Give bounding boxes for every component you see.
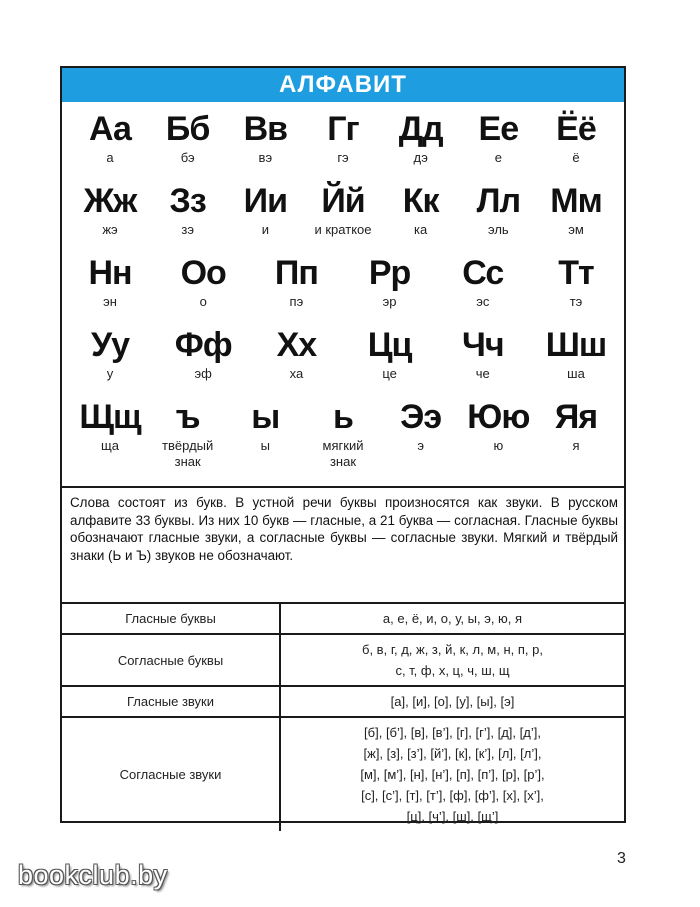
value-line: [а], [и], [о], [у], [ы], [э] [390, 694, 515, 709]
alphabet-grid [62, 102, 624, 557]
letter-cell [437, 326, 529, 382]
letter-name: а [106, 150, 114, 165]
value-line: а, е, ё, и, о, у, ы, э, ю, я [382, 611, 523, 626]
page-number: 3 [617, 850, 626, 867]
letter: Зз [169, 182, 206, 220]
value-line: б, в, г, д, ж, з, й, к, л, м, н, п, р, [362, 642, 543, 657]
letter: ь [333, 398, 353, 436]
letter: Чч [461, 326, 504, 364]
letter-name: вэ [258, 150, 273, 165]
letter-name: дэ [413, 150, 428, 165]
letters-sounds-table [62, 602, 624, 831]
letter: Тт [558, 254, 594, 292]
letter-name: зэ [181, 222, 194, 237]
letter: Аа [89, 110, 131, 148]
letter-cell [64, 326, 156, 382]
letter-name: эр [382, 294, 397, 309]
letter-cell [250, 254, 342, 310]
letter-name: э [417, 438, 424, 453]
table-row [62, 603, 624, 634]
value-line: [б], [б’], [в], [в’], [г], [г’], [д], [д’], [364, 725, 541, 740]
letter: Мм [550, 182, 602, 220]
letter-name: эн [103, 294, 117, 309]
letter-name: гэ [337, 150, 349, 165]
letter: ы [251, 398, 280, 436]
row-value [280, 717, 624, 831]
value-line: [ж], [з], [з’], [й’], [к], [к’], [л], [л’], [363, 746, 542, 761]
table-row [62, 634, 624, 686]
table-row [62, 717, 624, 831]
alphabet-card [60, 66, 626, 823]
letter: Бб [165, 110, 210, 148]
letter-cell [157, 254, 249, 310]
letter-cell [530, 254, 622, 310]
row-label: Согласные звуки [62, 717, 280, 831]
letter-name: жэ [102, 222, 118, 237]
letter-name: твёрдый знак [162, 438, 214, 469]
letter: Щщ [79, 398, 141, 436]
letter-name: мягкий знак [322, 438, 364, 469]
letter-name: ка [414, 222, 428, 237]
letter-name: це [382, 366, 397, 381]
letter: Гг [327, 110, 359, 148]
letter: Фф [174, 326, 232, 364]
letter: Оо [180, 254, 226, 292]
letter-cell [157, 326, 249, 382]
row-value [280, 634, 624, 686]
letter-name: и [261, 222, 269, 237]
letter-name: ха [289, 366, 304, 381]
letter: Яя [554, 398, 598, 436]
letter: Юю [467, 398, 530, 436]
letter-cell [250, 326, 342, 382]
description-paragraph: Слова состоят из букв. В устной речи буквы произносятся как звуки. В русском алфавите 33 буквы. Из них 10 букв — гласные, а 21 буква — согласная. Гласные буквы обозначают гласные звуки, а согласные буквы — согласные звуки. Мягкий и твёрдый знаки (Ь и Ъ) звуков не обозначают. [70, 495, 618, 563]
row-value [280, 603, 624, 634]
value-line: [м], [м’], [н], [н’], [п], [п’], [р], [р’], [360, 767, 545, 782]
letter-name: ша [567, 366, 585, 381]
letter: ъ [175, 398, 200, 436]
letter: Сс [462, 254, 504, 292]
letter-name: пэ [289, 294, 304, 309]
row-label: Согласные буквы [62, 634, 280, 686]
letter: Шш [545, 326, 607, 364]
letter-cell [530, 110, 622, 166]
letter: Вв [243, 110, 288, 148]
row-label: Гласные звуки [62, 686, 280, 717]
letter-cell [344, 254, 436, 310]
divider [62, 486, 624, 488]
letter: Йй [321, 182, 365, 220]
letter-cell [530, 182, 622, 238]
letter: Ёё [556, 110, 596, 148]
letter-name: ё [572, 150, 580, 165]
letter-name: тэ [569, 294, 583, 309]
letter: Уу [90, 326, 130, 364]
letter-cell [530, 398, 622, 454]
letter-name: эс [476, 294, 490, 309]
letter: Ии [243, 182, 287, 220]
letter-name: эм [568, 222, 584, 237]
letter-name: и краткое [314, 222, 372, 237]
letter: Цц [367, 326, 412, 364]
letter: Лл [476, 182, 521, 220]
row-value [280, 686, 624, 717]
letter-name: е [494, 150, 502, 165]
letter-cell [437, 254, 529, 310]
letter-name: у [106, 366, 114, 381]
page-title: АЛФАВИТ [62, 68, 624, 102]
letter-name: ю [493, 438, 504, 453]
value-line: [ц], [ч’], [ш], [щ’] [406, 809, 499, 824]
value-line: с, т, ф, х, ц, ч, ш, щ [395, 663, 510, 678]
letter: Дд [398, 110, 443, 148]
letter-name: эль [487, 222, 509, 237]
letter: Кк [402, 182, 439, 220]
letter-name: че [475, 366, 490, 381]
letter-name: ы [260, 438, 270, 453]
letter: Хх [276, 326, 317, 364]
letter: Жж [83, 182, 137, 220]
letter-name: о [199, 294, 207, 309]
letter-cell [530, 326, 622, 382]
letter-name: я [572, 438, 580, 453]
watermark-logo: bookclub.by [18, 860, 168, 890]
letter: Ее [478, 110, 519, 148]
letter-name: бэ [180, 150, 195, 165]
letter: Ээ [400, 398, 442, 436]
letter-cell [64, 254, 156, 310]
table-row [62, 686, 624, 717]
letter: Пп [274, 254, 318, 292]
letter-cell [344, 326, 436, 382]
value-line: [с], [с’], [т], [т’], [ф], [ф’], [х], [х’], [361, 788, 544, 803]
letter: Нн [88, 254, 132, 292]
letter-name: ща [101, 438, 119, 453]
row-label: Гласные буквы [62, 603, 280, 634]
letter: Рр [368, 254, 411, 292]
letter-name: эф [194, 366, 212, 381]
